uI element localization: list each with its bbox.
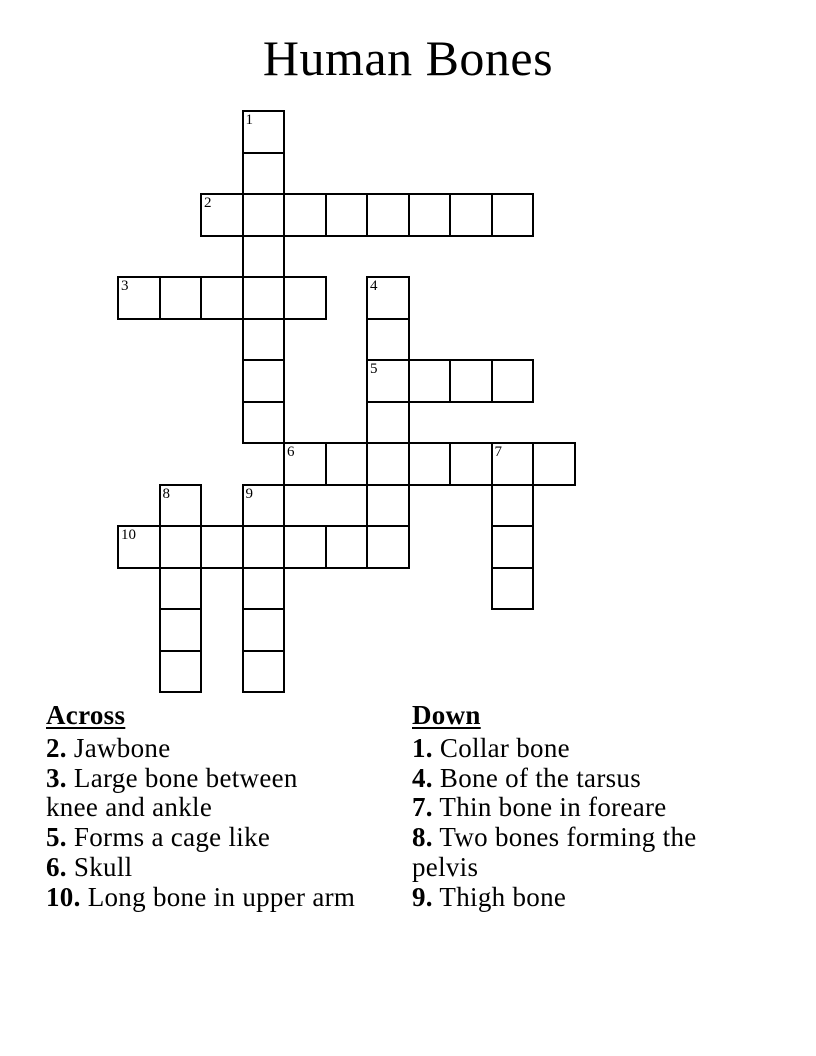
across-clue: 5. Forms a cage like: [46, 822, 271, 853]
down-header: Down: [412, 700, 481, 730]
grid-cell: [408, 359, 452, 403]
cell-number: 9: [245, 485, 253, 502]
grid-cell: [117, 525, 161, 569]
grid-cell: [283, 193, 327, 237]
clue-number: 10.: [46, 881, 81, 912]
grid-cell: [491, 484, 535, 528]
down-clue: 1. Collar bone: [412, 733, 570, 763]
cell-number: 1: [245, 112, 253, 128]
cell-number: 6: [287, 444, 295, 460]
cell-number: 2: [204, 195, 212, 211]
grid-cell: [325, 525, 369, 569]
clue-number: 8.: [412, 822, 433, 853]
across-clue: 3. Large bone between knee and ankle: [46, 762, 298, 823]
across-clue: 2. Jawbone: [46, 733, 171, 763]
clue-number: 6.: [46, 851, 67, 882]
grid-cell: [366, 525, 410, 569]
grid-cell: [366, 442, 410, 486]
grid-cell: [159, 567, 203, 611]
grid-cell: [200, 276, 244, 320]
cell-number: 3: [121, 278, 129, 294]
grid-cell: [408, 442, 452, 486]
across-clue: 10. Long bone in upper arm: [46, 881, 356, 912]
grid-cell: [449, 359, 493, 403]
grid-cell: [532, 442, 576, 486]
across-header: Across: [46, 700, 126, 730]
grid-cell: [242, 318, 286, 362]
grid-cell: [242, 650, 286, 694]
puzzle-title: Human Bones: [262, 30, 554, 86]
across-clue-list: [46, 734, 376, 912]
grid-cell: [242, 276, 286, 320]
down-clue-list: [412, 734, 742, 912]
cell-number: 7: [494, 444, 502, 460]
down-clues-section: [412, 700, 742, 912]
grid-cell: [200, 525, 244, 569]
grid-cell: [242, 359, 286, 403]
down-clue: 7. Thin bone in foreare: [412, 792, 667, 823]
grid-cell: [325, 193, 369, 237]
grid-cell: [366, 401, 410, 445]
grid-cell: [366, 484, 410, 528]
cell-number: 5: [370, 361, 378, 377]
grid-cell: [366, 276, 410, 320]
grid-cell: [283, 276, 327, 320]
down-clue: 8. Two bones forming the pelvis: [412, 822, 697, 882]
grid-cell: [242, 152, 286, 196]
grid-cell: [366, 193, 410, 237]
grid-cell: [491, 442, 535, 486]
grid-cell: [159, 650, 203, 694]
grid-cell: [242, 235, 286, 279]
across-clues-section: [46, 700, 376, 912]
cell-number: 4: [370, 278, 378, 294]
grid-cell: [242, 608, 286, 652]
grid-cell: [242, 110, 286, 154]
grid-cell: [491, 193, 535, 237]
grid-cell: [491, 359, 535, 403]
grid-cell: [159, 276, 203, 320]
grid-cell: [242, 484, 286, 528]
clue-number: 3.: [46, 762, 67, 793]
grid-cell: [242, 401, 286, 445]
across-clue: 6. Skull: [46, 851, 133, 882]
clue-number: 1.: [412, 733, 433, 763]
clue-number: 7.: [412, 792, 433, 823]
grid-cell: [242, 193, 286, 237]
grid-cell: [491, 525, 535, 569]
grid-cell: [491, 567, 535, 611]
grid-cell: [159, 608, 203, 652]
clue-number: 5.: [46, 822, 67, 853]
grid-cell: [242, 567, 286, 611]
grid-cell: [159, 484, 203, 528]
grid-cell: [242, 525, 286, 569]
grid-cell: [283, 442, 327, 486]
grid-cell: [449, 442, 493, 486]
grid-cell: [200, 193, 244, 237]
clue-number: 4.: [412, 762, 433, 793]
grid-cell: [449, 193, 493, 237]
clue-number: 9.: [412, 881, 433, 912]
grid-cell: [117, 276, 161, 320]
grid-cell: [366, 359, 410, 403]
down-clue: 9. Thigh bone: [412, 881, 567, 912]
grid-cell: [159, 525, 203, 569]
grid-cell: [366, 318, 410, 362]
cell-number: 10: [121, 527, 136, 543]
clue-number: 2.: [46, 733, 67, 763]
grid-cell: [283, 525, 327, 569]
grid-cell: [283, 484, 368, 528]
cell-number: 8: [162, 485, 170, 502]
grid-cell: [325, 442, 369, 486]
grid-cell: [408, 193, 452, 237]
down-clue: 4. Bone of the tarsus: [412, 762, 642, 793]
